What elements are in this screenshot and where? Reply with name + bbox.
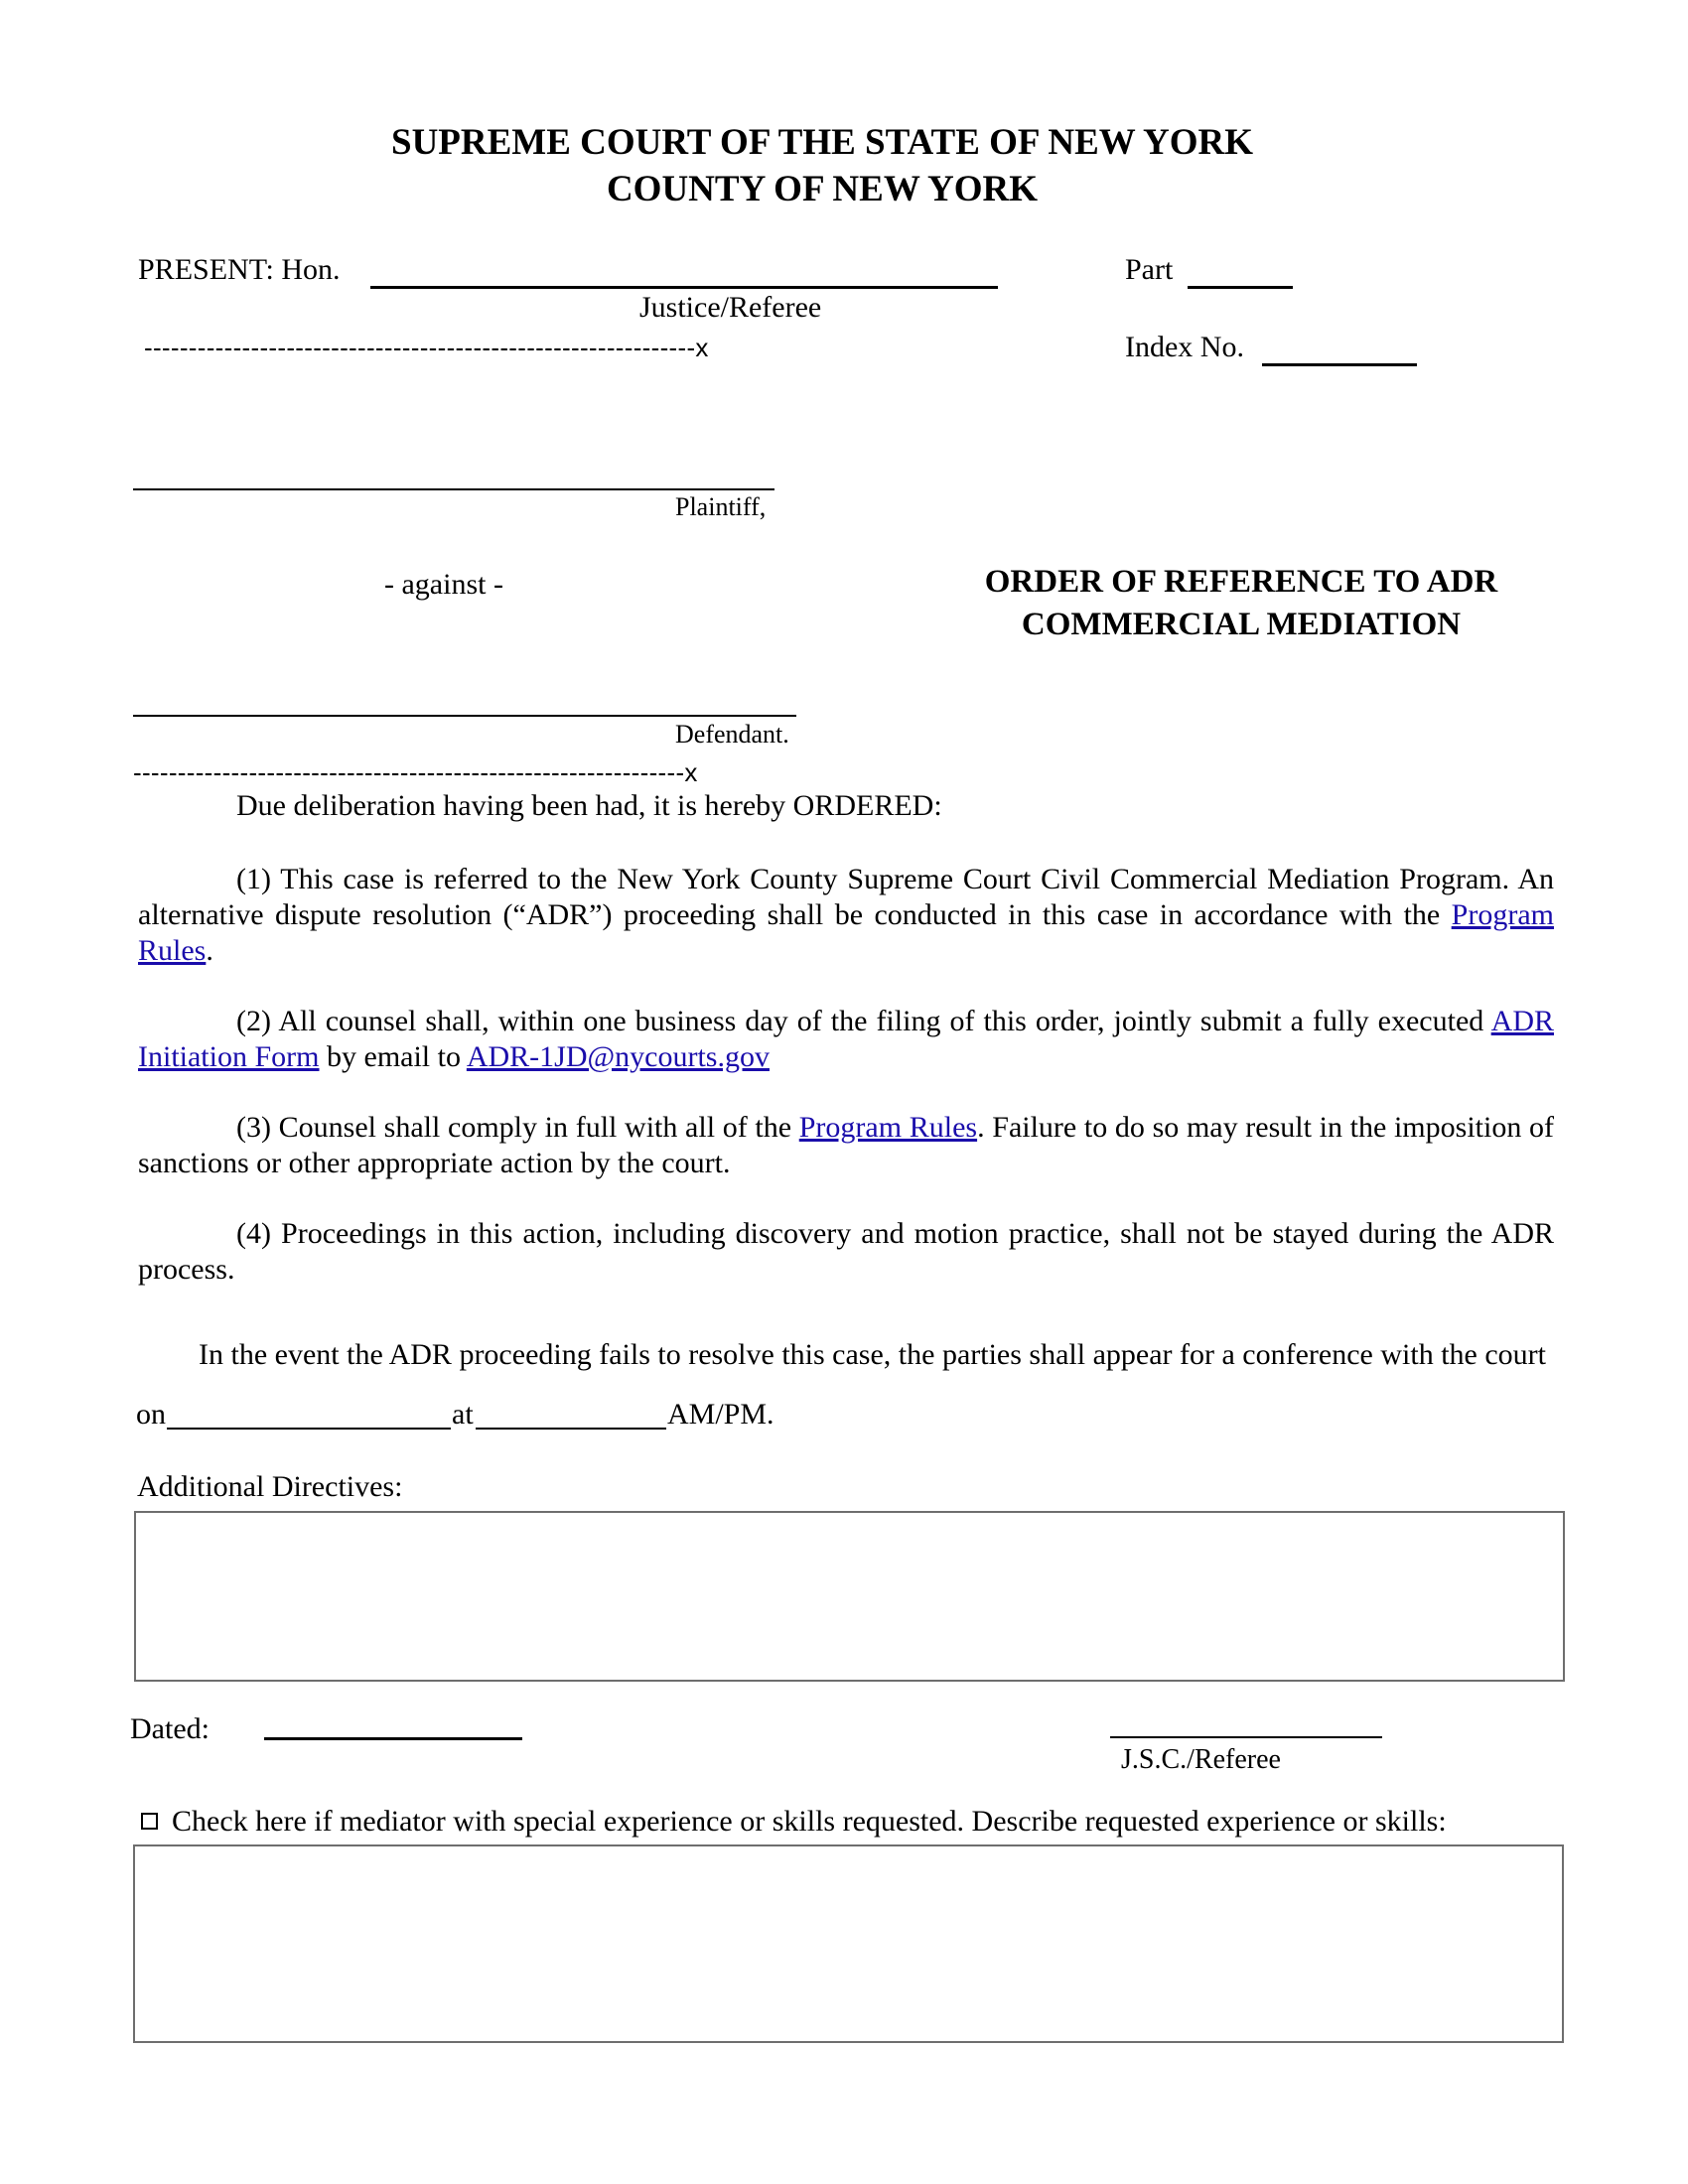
defendant-label: Defendant. [675, 720, 789, 749]
conference-date-field[interactable] [167, 1428, 451, 1430]
part-label: Part [1125, 253, 1174, 286]
ampm-label: AM/PM. [667, 1398, 774, 1431]
additional-directives-box[interactable] [134, 1511, 1565, 1682]
present-label: PRESENT: Hon. [138, 253, 341, 286]
mediator-checkbox[interactable] [141, 1813, 158, 1830]
index-field[interactable] [1262, 363, 1417, 366]
conference-sentence: In the event the ADR proceeding fails to resolve this case, the parties shall appear for a conference with the court [199, 1338, 1546, 1371]
paragraph-4: (4) Proceedings in this action, including discovery and motion practice, shall not be stayed during the ADR process. [138, 1217, 1554, 1286]
signature-line[interactable] [1110, 1736, 1382, 1738]
mediator-checkbox-label: Check here if mediator with special experience or skills requested. Describe requested experience or skills: [172, 1805, 1447, 1838]
mediator-skills-box[interactable] [133, 1844, 1564, 2043]
court-title: SUPREME COURT OF THE STATE OF NEW YORK [391, 122, 1253, 163]
dated-label: Dated: [130, 1712, 210, 1745]
program-rules-link-1[interactable]: Program Rules [138, 898, 1554, 967]
index-label: Index No. [1125, 331, 1244, 363]
additional-directives-label: Additional Directives: [137, 1470, 403, 1503]
caption-divider-top: --------------------------------------------------------------x [144, 333, 709, 362]
plaintiff-label: Plaintiff, [675, 492, 767, 521]
paragraph-3: (3) Counsel shall comply in full with all of the Program Rules. Failure to do so may result in the imposition of sanctions or other appropriate action by the court. [138, 1111, 1554, 1179]
ordered-intro: Due deliberation having been had, it is hereby ORDERED: [236, 789, 942, 822]
county-title: COUNTY OF NEW YORK [606, 169, 1039, 209]
defendant-field[interactable] [133, 715, 796, 717]
part-field[interactable] [1188, 286, 1293, 289]
justice-referee-label: Justice/Referee [639, 291, 822, 324]
plaintiff-field[interactable] [133, 488, 774, 490]
mediator-request-row [141, 1805, 1447, 1839]
judge-name-field[interactable] [370, 286, 998, 289]
dated-field[interactable] [264, 1737, 522, 1740]
against-label: - against - [384, 568, 503, 601]
adr-email-link[interactable]: ADR-1JD@nycourts.gov [466, 1040, 770, 1073]
order-title-line2: COMMERCIAL MEDIATION [1021, 607, 1462, 642]
paragraph-1: (1) This case is referred to the New York County Supreme Court Civil Commercial Mediation Program. An alternative dispute resolution (“ADR”) proceeding shall be conducted in this case in accordance with the Program Rules. [138, 863, 1554, 967]
order-title-line1: ORDER OF REFERENCE TO ADR [984, 564, 1498, 600]
adr-initiation-form-link[interactable]: ADR Initiation Form [138, 1005, 1554, 1073]
at-label: at [452, 1398, 474, 1431]
program-rules-link-2[interactable]: Program Rules [798, 1111, 978, 1144]
caption-divider-bottom: --------------------------------------------------------------x [133, 757, 698, 787]
on-label: on [136, 1398, 166, 1431]
conference-time-field[interactable] [476, 1428, 666, 1430]
paragraph-2: (2) All counsel shall, within one business day of the filing of this order, jointly submit a fully executed ADR Initiation Form by email to ADR-1JD@nycourts.gov [138, 1005, 1554, 1073]
jsc-referee-label: J.S.C./Referee [1121, 1744, 1281, 1775]
